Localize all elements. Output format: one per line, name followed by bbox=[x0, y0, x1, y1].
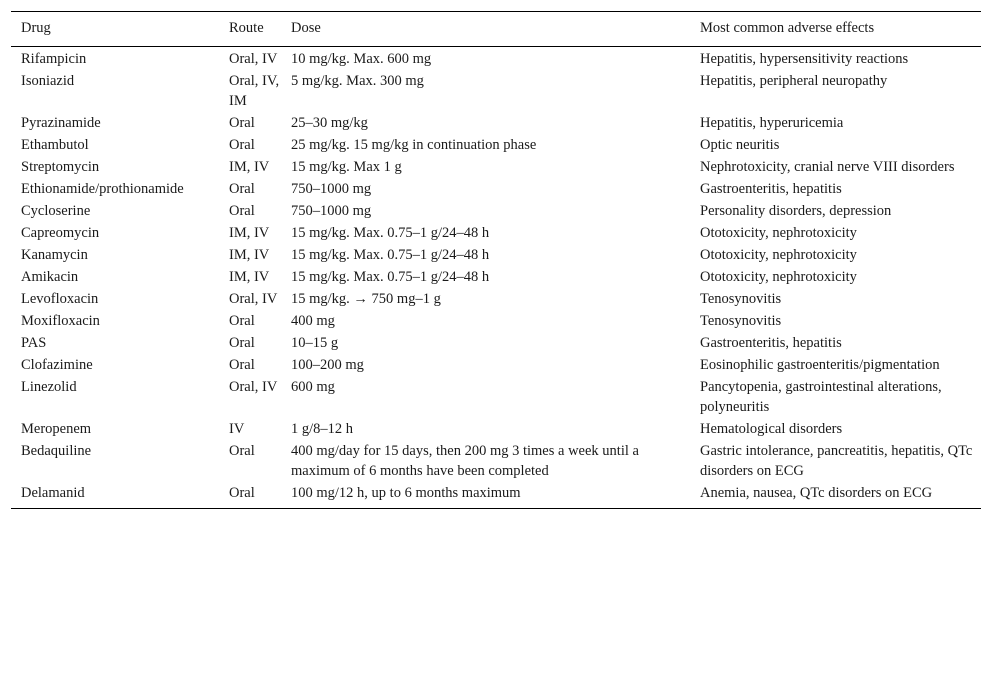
cell-adverse-effects: Tenosynovitis bbox=[700, 291, 782, 307]
table-row bbox=[11, 201, 981, 223]
cell-route: IM, IV bbox=[229, 269, 270, 285]
cell-adverse-effects: Pancytopenia, gastrointestinal alterations, polyneuritis bbox=[700, 379, 942, 415]
drug-table-container bbox=[11, 11, 981, 509]
cell-drug: Moxifloxacin bbox=[21, 313, 100, 329]
header-route: Route bbox=[219, 12, 281, 47]
header-drug: Drug bbox=[11, 12, 219, 47]
cell-dose: 5 mg/kg. Max. 300 mg bbox=[291, 73, 424, 89]
cell-adverse-effects: Tenosynovitis bbox=[700, 313, 782, 329]
cell-adverse-effects: Anemia, nausea, QTc disorders on ECG bbox=[690, 483, 981, 509]
cell-route: Oral, IV bbox=[229, 291, 278, 307]
header-row bbox=[11, 12, 981, 47]
table-row bbox=[11, 157, 981, 179]
cell-adverse-effects: Gastric intolerance, pancreatitis, hepatitis, QTc disorders on ECG bbox=[700, 443, 973, 479]
cell-adverse-effects: Ototoxicity, nephrotoxicity bbox=[700, 269, 857, 285]
cell-drug: Kanamycin bbox=[21, 247, 88, 263]
table-row bbox=[11, 245, 981, 267]
cell-adverse-effects: Hepatitis, hypersensitivity reactions bbox=[700, 51, 909, 67]
cell-dose: 1 g/8–12 h bbox=[291, 421, 354, 437]
table-row bbox=[11, 377, 981, 419]
table-row bbox=[11, 135, 981, 157]
cell-dose: 400 mg/day for 15 days, then 200 mg 3 times a week until a maximum of 6 months have been completed bbox=[291, 443, 639, 479]
cell-drug: Rifampicin bbox=[21, 51, 87, 67]
cell-dose: 15 mg/kg. Max. 0.75–1 g/24–48 h bbox=[291, 269, 490, 285]
cell-drug: Pyrazinamide bbox=[21, 115, 101, 131]
cell-dose: 600 mg bbox=[291, 379, 335, 395]
table-row bbox=[11, 71, 981, 113]
cell-route: Oral bbox=[229, 313, 255, 329]
cell-adverse-effects: Personality disorders, depression bbox=[700, 203, 892, 219]
cell-route: Oral bbox=[229, 357, 255, 373]
cell-adverse-effects: Hepatitis, peripheral neuropathy bbox=[700, 73, 888, 89]
table-row bbox=[11, 311, 981, 333]
cell-drug: Ethambutol bbox=[21, 137, 89, 153]
cell-dose: 750–1000 mg bbox=[291, 181, 372, 197]
table-row bbox=[11, 47, 981, 72]
cell-route: Oral bbox=[229, 181, 255, 197]
cell-drug: Cycloserine bbox=[21, 203, 91, 219]
cell-dose: 15 mg/kg. Max 1 g bbox=[291, 159, 402, 175]
cell-dose: 15 mg/kg. Max. 0.75–1 g/24–48 h bbox=[291, 225, 490, 241]
table-row bbox=[11, 355, 981, 377]
cell-adverse-effects: Ototoxicity, nephrotoxicity bbox=[700, 225, 857, 241]
cell-drug: Clofazimine bbox=[21, 357, 93, 373]
cell-drug: Meropenem bbox=[21, 421, 92, 437]
cell-adverse-effects: Hematological disorders bbox=[700, 421, 843, 437]
cell-route: Oral, IV bbox=[229, 51, 278, 67]
drug-table bbox=[11, 11, 981, 509]
table-row bbox=[11, 223, 981, 245]
cell-adverse-effects: Eosinophilic gastroenteritis/pigmentation bbox=[700, 357, 940, 373]
cell-drug: Delamanid bbox=[11, 483, 219, 509]
cell-dose: 10 mg/kg. Max. 600 mg bbox=[291, 51, 432, 67]
table-row bbox=[11, 267, 981, 289]
cell-drug: Ethionamide/prothionamide bbox=[21, 181, 184, 197]
cell-dose: 15 mg/kg. Max. 0.75–1 g/24–48 h bbox=[291, 247, 490, 263]
cell-adverse-effects: Ototoxicity, nephrotoxicity bbox=[700, 247, 857, 263]
cell-adverse-effects: Gastroenteritis, hepatitis bbox=[700, 335, 842, 351]
cell-adverse-effects: Nephrotoxicity, cranial nerve VIII disorders bbox=[700, 159, 955, 175]
cell-route: Oral bbox=[229, 203, 255, 219]
cell-drug: Levofloxacin bbox=[21, 291, 99, 307]
cell-drug: Bedaquiline bbox=[21, 443, 92, 459]
cell-route: Oral bbox=[219, 483, 281, 509]
cell-drug: PAS bbox=[21, 335, 47, 351]
table-row bbox=[11, 441, 981, 483]
cell-adverse-effects: Optic neuritis bbox=[700, 137, 780, 153]
cell-route: Oral bbox=[229, 443, 255, 459]
cell-dose: 25 mg/kg. 15 mg/kg in continuation phase bbox=[291, 137, 537, 153]
cell-route: IM, IV bbox=[229, 225, 270, 241]
table-row bbox=[11, 333, 981, 355]
cell-dose: 750–1000 mg bbox=[291, 203, 372, 219]
cell-adverse-effects: Gastroenteritis, hepatitis bbox=[700, 181, 842, 197]
cell-route: IM, IV bbox=[229, 247, 270, 263]
cell-route: Oral, IV, IM bbox=[229, 73, 280, 109]
cell-route: IM, IV bbox=[229, 159, 270, 175]
cell-route: Oral bbox=[229, 115, 255, 131]
cell-drug: Amikacin bbox=[21, 269, 79, 285]
cell-route: Oral, IV bbox=[229, 379, 278, 395]
cell-dose: 400 mg bbox=[291, 313, 335, 329]
cell-dose: 10–15 g bbox=[291, 335, 339, 351]
table-header bbox=[11, 12, 981, 47]
cell-route: IV bbox=[229, 421, 245, 437]
cell-drug: Streptomycin bbox=[21, 159, 100, 175]
cell-dose: 15 mg/kg. → 750 mg–1 g bbox=[291, 291, 441, 307]
cell-drug: Capreomycin bbox=[21, 225, 100, 241]
table-body bbox=[11, 47, 981, 509]
cell-dose: 25–30 mg/kg bbox=[291, 115, 368, 131]
header-dose: Dose bbox=[281, 12, 690, 47]
cell-route: Oral bbox=[229, 137, 255, 153]
table-row bbox=[11, 289, 981, 311]
cell-dose: 100–200 mg bbox=[291, 357, 364, 373]
cell-dose: 100 mg/12 h, up to 6 months maximum bbox=[281, 483, 690, 509]
cell-adverse-effects: Hepatitis, hyperuricemia bbox=[700, 115, 844, 131]
table-row bbox=[11, 483, 981, 509]
cell-drug: Isoniazid bbox=[21, 73, 75, 89]
cell-drug: Linezolid bbox=[21, 379, 77, 395]
table-row bbox=[11, 113, 981, 135]
table-row bbox=[11, 419, 981, 441]
table-row bbox=[11, 179, 981, 201]
cell-route: Oral bbox=[229, 335, 255, 351]
header-adverse-effects: Most common adverse effects bbox=[690, 12, 981, 47]
